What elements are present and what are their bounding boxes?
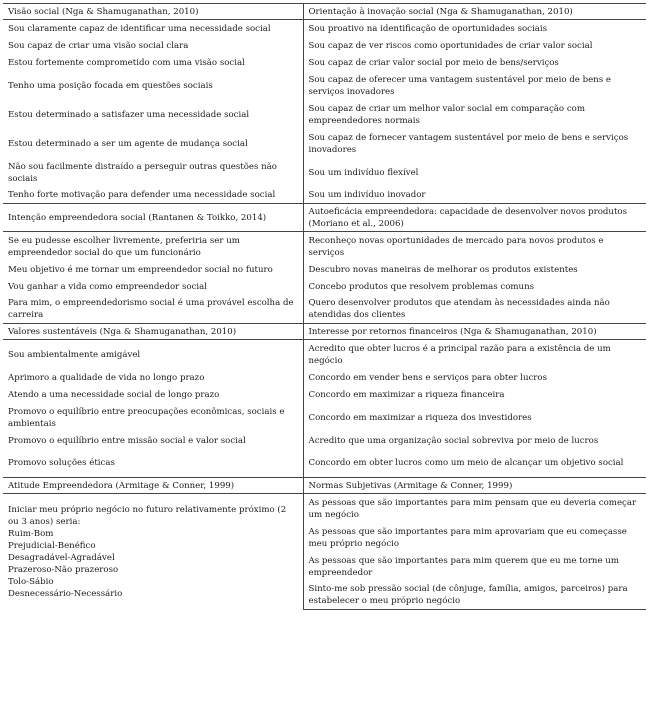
section-header-row: [3, 4, 646, 20]
table-row: [3, 261, 646, 278]
table-cell: Concordo em maximizar a riqueza dos investidores: [303, 403, 646, 432]
scale-item: Desnecessário-Necessário: [8, 589, 123, 599]
table-row: [3, 403, 646, 432]
table-cell: Sou capaz de ver riscos como oportunidades de criar valor social: [303, 37, 646, 54]
table-row: [3, 187, 646, 204]
table-cell: Sou capaz de oferecer uma vantagem sustentável por meio de bens e serviços inovadores: [303, 71, 646, 100]
table-cell: Tenho forte motivação para defender uma necessidade social: [8, 190, 276, 201]
table-cell: Promovo soluções éticas: [8, 458, 115, 469]
table-row: [3, 494, 646, 523]
section-header-left: Valores sustentáveis (Nga & Shamuganathan, 2010): [3, 324, 303, 340]
table-cell: As pessoas que são importantes para mim querem que eu me torne um empreendedor: [303, 552, 646, 581]
section-header-left: Visão social (Nga & Shamuganathan, 2010): [3, 4, 303, 20]
section-header-row: [3, 324, 646, 340]
table-cell: Sou um indivíduo inovador: [303, 187, 646, 204]
table-cell: Aprimoro a qualidade de vida no longo prazo: [8, 372, 205, 383]
table-cell: Sou ambientalmente amigável: [8, 349, 141, 360]
scale-item: Prazeroso-Não prazeroso: [8, 565, 119, 575]
section-header-right: Interesse por retornos financeiros (Nga & Shamuganathan, 2010): [303, 324, 646, 340]
table-row: [3, 71, 646, 100]
table-row: [3, 37, 646, 54]
table-cell: Sou proativo na identificação de oportunidades sociais: [303, 20, 646, 37]
table-cell: Não sou facilmente distraído a perseguir outras questões não sociais: [8, 161, 277, 184]
section-header-right: Orientação à inovação social (Nga & Shamuganathan, 2010): [303, 4, 646, 20]
table-row: [3, 100, 646, 129]
table-cell: As pessoas que são importantes para mim pensam que eu deveria começar um negócio: [303, 494, 646, 523]
table-cell: Sou capaz de fornecer vantagem sustentável por meio de bens e serviços inovadores: [303, 129, 646, 158]
table-cell: Se eu pudesse escolher livremente, preferiria ser um empreendedor social do que um funcionário: [8, 235, 240, 258]
scale-item: Prejudicial-Benéfico: [8, 541, 96, 551]
table-cell: Sou capaz de criar uma visão social clara: [8, 40, 189, 51]
table-cell: Sou claramente capaz de identificar uma necessidade social: [8, 23, 271, 34]
table-cell: As pessoas que são importantes para mim aprovariam que eu começasse meu próprio negócio: [303, 523, 646, 552]
table-cell: Atendo a uma necessidade social de longo prazo: [8, 389, 220, 400]
attitude-prompt: Iniciar meu próprio negócio no futuro relativamente próximo (2 ou 3 anos) seria:: [8, 505, 287, 527]
scale-item: Tolo-Sábio: [8, 577, 54, 587]
table-cell: Promovo o equilíbrio entre missão social e valor social: [8, 435, 246, 446]
table-cell: Sinto-me sob pressão social (de cônjuge, família, amigos, parceiros) para estabelecer o meu próprio negócio: [303, 581, 646, 610]
table-row: [3, 278, 646, 295]
table-row: [3, 158, 646, 187]
table-cell: Concordo em maximizar a riqueza financeira: [303, 386, 646, 403]
table-cell: Sou um indivíduo flexível: [303, 158, 646, 187]
table-cell: Estou determinado a satisfazer uma necessidade social: [8, 109, 250, 120]
table-row: [3, 432, 646, 449]
table-cell: Concordo em vender bens e serviços para obter lucros: [303, 369, 646, 386]
table-cell: Tenho uma posição focada em questões sociais: [8, 80, 213, 91]
table-row: [3, 20, 646, 37]
table-cell: Estou fortemente comprometido com uma visão social: [8, 57, 245, 68]
table-cell: Meu objetivo é me tornar um empreendedor social no futuro: [8, 264, 273, 275]
table-cell: Descubro novas maneiras de melhorar os produtos existentes: [303, 261, 646, 278]
attitude-scale-cell: [3, 494, 303, 610]
table-cell: Estou determinado a ser um agente de mudança social: [8, 138, 248, 149]
table-cell: Para mim, o empreendedorismo social é uma provável escolha de carreira: [8, 298, 294, 321]
section-header-row: [3, 204, 646, 232]
section-header-right: Autoeficácia empreendedora: capacidade de desenvolver novos produtos (Moriano et al., 2006): [303, 204, 646, 232]
table-row: [3, 54, 646, 71]
table-row: [3, 340, 646, 369]
table-row: [3, 295, 646, 324]
table-row: [3, 369, 646, 386]
table-cell: Promovo o equilíbrio entre preocupações econômicas, sociais e ambientais: [8, 406, 285, 429]
table-cell: Sou capaz de criar valor social por meio de bens/serviços: [303, 54, 646, 71]
section-header-left: Intenção empreendedora social (Rantanen & Toikko, 2014): [3, 204, 303, 232]
scale-item: Ruim-Bom: [8, 529, 54, 539]
table-cell: Concebo produtos que resolvem problemas comuns: [303, 278, 646, 295]
section-header-left: Atitude Empreendedora (Armitage & Conner, 1999): [3, 478, 303, 494]
section-header-right: Normas Subjetivas (Armitage & Conner, 1999): [303, 478, 646, 494]
table-cell: Acredito que uma organização social sobreviva por meio de lucros: [303, 432, 646, 449]
table-cell: Sou capaz de criar um melhor valor social em comparação com empreendedores normais: [303, 100, 646, 129]
section-header-row: [3, 478, 646, 494]
table-cell: Reconheço novas oportunidades de mercado para novos produtos e serviços: [303, 232, 646, 261]
table-row: [3, 386, 646, 403]
table-row: [3, 129, 646, 158]
table-row: [3, 449, 646, 478]
table-row: [3, 232, 646, 261]
table-cell: Acredito que obter lucros é a principal razão para a existência de um negócio: [303, 340, 646, 369]
questionnaire-table: [3, 3, 646, 610]
table-cell: Concordo em obter lucros como um meio de alcançar um objetivo social: [303, 449, 646, 478]
table-cell: Vou ganhar a vida como empreendedor social: [8, 281, 208, 292]
table-cell: Quero desenvolver produtos que atendam às necessidades ainda não atendidas dos clientes: [303, 295, 646, 324]
scale-item: Desagradável-Agradável: [8, 553, 115, 563]
